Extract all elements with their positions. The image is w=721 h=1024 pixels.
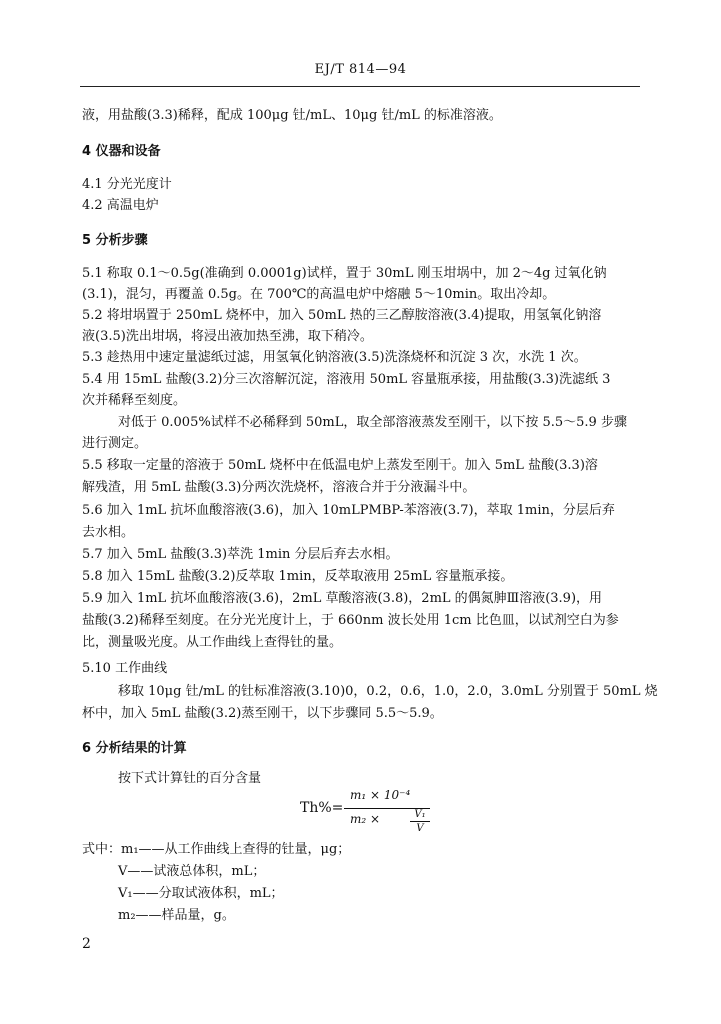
note-line: 进行测定。	[82, 436, 148, 451]
body-line: 液，用盐酸(3.3)稀释，配成 100μg 钍/mL、10μg 钍/mL 的标准溶液。	[82, 108, 502, 123]
variable-definition: m₂——样品量，g。	[118, 908, 235, 923]
note-line: 对低于 0.005%试样不必稀释到 50mL，取全部溶液蒸发至刚干，以下按 5.5～5.9 步骤	[118, 415, 627, 430]
section-heading: 5 分析步骤	[82, 233, 148, 248]
section-heading: 4 仪器和设备	[82, 144, 161, 159]
step-line: 5.1 称取 0.1～0.5g(准确到 0.0001g)试样，置于 30mL 刚玉坩埚中，加 2～4g 过氧化钠	[82, 266, 607, 281]
step-line: (3.1)，混匀，再覆盖 0.5g。在 700℃的高温电炉中熔融 5～10min。取出冷却。	[82, 287, 556, 302]
variable-definition: V₁——分取试液体积，mL；	[118, 886, 284, 901]
step-line: 5.8 加入 15mL 盐酸(3.2)反萃取 1min，反萃取液用 25mL 容量瓶承接。	[82, 569, 514, 584]
variable-definition: V——试液总体积，mL；	[118, 864, 266, 879]
list-item: 4.2 高温电炉	[82, 198, 159, 213]
header-rule	[80, 86, 640, 87]
step-line: 5.5 移取一定量的溶液于 50mL 烧杯中在低温电炉上蒸发至刚干。加入 5mL 盐酸(3.3)溶	[82, 458, 598, 473]
variable-definition: 式中：m₁——从工作曲线上查得的钍量，μg；	[82, 842, 351, 857]
step-line: 液(3.5)洗出坩埚，将浸出液加热至沸，取下稍冷。	[82, 329, 373, 344]
volume-fraction-bottom: V	[416, 823, 424, 834]
step-line: 5.2 将坩埚置于 250mL 烧杯中，加入 50mL 热的三乙醇胺溶液(3.4)提取，用氢氧化钠溶	[82, 308, 602, 323]
step-line: 比，测量吸光度。从工作曲线上查得钍的量。	[82, 635, 343, 650]
step-line: 5.4 用 15mL 盐酸(3.2)分三次溶解沉淀，溶液用 50mL 容量瓶承接，用盐酸(3.3)洗滤纸 3	[82, 372, 611, 387]
step-line: 去水相。	[82, 525, 135, 540]
formula-denominator: m₂ ×	[350, 812, 381, 826]
subsection-heading: 5.10 工作曲线	[82, 661, 168, 676]
volume-fraction-top: V₁	[414, 809, 426, 820]
step-line: 5.3 趁热用中速定量滤纸过滤，用氢氧化钠溶液(3.5)洗涤烧杯和沉淀 3 次，水洗 1 次。	[82, 350, 587, 365]
step-line: 次并稀释至刻度。	[82, 393, 187, 408]
running-header: EJ/T 814—94	[314, 62, 407, 77]
step-line: 5.6 加入 1mL 抗坏血酸溶液(3.6)，加入 10mLPMBP-苯溶液(3.7)，萃取 1min，分层后弃	[82, 503, 615, 518]
volume-fraction	[410, 809, 430, 834]
step-line: 解残渣，用 5mL 盐酸(3.3)分两次洗烧杯，溶液合并于分液漏斗中。	[82, 480, 476, 495]
step-line: 5.9 加入 1mL 抗坏血酸溶液(3.6)，2mL 草酸溶液(3.8)，2mL 的偶氮胂Ⅲ溶液(3.9)，用	[82, 591, 603, 606]
list-item: 4.1 分光光度计	[82, 177, 172, 192]
thorium-formula	[300, 788, 460, 836]
step-line: 移取 10μg 钍/mL 的钍标准溶液(3.10)0，0.2，0.6，1.0，2.0，3.0mL 分别置于 50mL 烧	[118, 684, 658, 699]
step-line: 杯中，加入 5mL 盐酸(3.2)蒸至刚干，以下步骤同 5.5～5.9。	[82, 706, 443, 721]
step-line: 5.7 加入 5mL 盐酸(3.3)萃洗 1min 分层后弃去水相。	[82, 547, 399, 562]
formula-numerator: m₁ × 10⁻⁴	[350, 788, 411, 802]
formula-intro: 按下式计算钍的百分含量	[118, 771, 262, 786]
section-heading: 6 分析结果的计算	[82, 741, 187, 756]
formula-lhs: Th%=	[300, 800, 344, 816]
step-line: 盐酸(3.2)稀释至刻度。在分光光度计上，于 660nm 波长处用 1cm 比色皿，以试剂空白为参	[82, 613, 619, 628]
volume-fraction-bar	[410, 821, 430, 822]
page-number: 2	[82, 936, 91, 952]
